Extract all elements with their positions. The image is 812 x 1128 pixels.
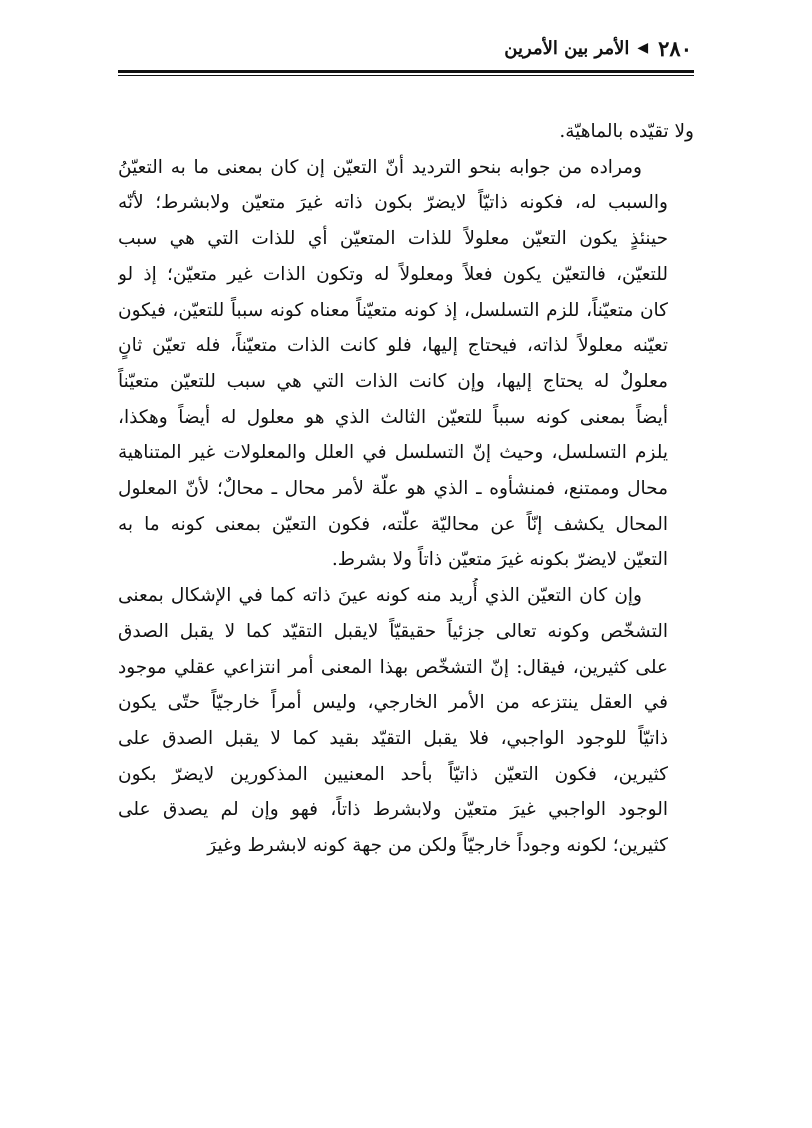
text-line: التعيّن لايضرّ بكونه غيرَ متعيّن ذاتاً ولا بشرط. [331,549,668,571]
text-line: للتعيّن، فالتعيّن يكون فعلاً ومعلولاً له وتكون الذات غير متعيّن؛ إذ لو [118,263,668,285]
body-text [118,114,694,864]
page-header [120,32,692,64]
paragraph [118,114,694,150]
text-line: وإن كان التعيّن الذي أُريد منه كونه عينَ ذاته كما في الإشكال بمعنى [118,585,642,607]
text-line: أيضاً بمعنى كونه سبباً للتعيّن الثالث الذي هو معلول له أيضاً وهكذا، [118,406,668,428]
text-line: على كثيرين، فيقال: إنّ التشخّص بهذا المعنى أمر انتزاعي عقلي موجود [118,656,668,678]
triangle-arrow-icon: ◀ [637,40,649,56]
text-line: محال وممتنع، فمنشأوه ـ الذي هو علّة لأمر محال ـ محالٌ؛ لأنّ المعلول [118,478,668,500]
text-line: كان متعيّناً، للزم التسلسل، إذ كونه متعيّناً معناه كونه سبباً للتعيّن، فيكون [118,299,668,321]
text-line: معلولٌ له يحتاج إليها، وإن كانت الذات التي هي سبب للتعيّن متعيّناً [118,370,668,392]
text-line: كثيرين؛ لكونه وجوداً خارجيّاً ولكن من جهة كونه لابشرط وغيرَ [207,835,668,857]
paragraph [118,150,694,578]
text-line: التشخّص وكونه تعالى جزئياً حقيقيّاً لايقبل التقيّد كما لا يقبل الصدق [118,620,668,642]
text-line: المحال يكشف إنّاً عن محاليّة علّته، فكون التعيّن بمعنى كونه ما به [118,513,668,535]
header-rule [118,70,694,73]
text-line: الوجود الواجبي غيرَ متعيّن ولابشرط ذاتاً، فهو وإن لم يصدق على [118,799,668,821]
text-line: والسبب له، فكونه ذاتيّاً لايضرّ بكون ذاته غيرَ متعيّن ولابشرط؛ لأنّه [118,192,668,214]
page-number: ٢٨٠ [658,35,692,61]
text-line: تعيّنه معلولاً لذاته، فيحتاج إليها، فلو كانت الذات متعيّناً، فله تعيّن ثانٍ [118,335,668,357]
running-head: الأمر بين الأمرين [504,37,630,59]
text-line: يلزم التسلسل، وحيث إنّ التسلسل في العلل والمعلولات غير المتناهية [118,442,668,464]
text-line: ومراده من جوابه بنحو الترديد أنّ التعيّن إن كان بمعنى ما به التعيّنُ [118,156,642,178]
text-line: ولا تقيّده بالماهيّة. [559,121,694,142]
text-line: ذاتيّاً للوجود الواجبي، فلا يقبل التقيّد بقيد كما لا يقبل الصدق على [118,727,668,749]
text-line: كثيرين، فكون التعيّن ذاتيّاً بأحد المعنيين المذكورين لايضرّ بكون [118,763,668,785]
paragraph [118,578,694,864]
text-line: في العقل ينتزعه من الأمر الخارجي، وليس أمراً خارجيّاً حتّى يكون [118,692,668,714]
text-line: حينئذٍ يكون التعيّن معلولاً للذات المتعيّن أي للذات التي هي سبب [118,228,668,250]
